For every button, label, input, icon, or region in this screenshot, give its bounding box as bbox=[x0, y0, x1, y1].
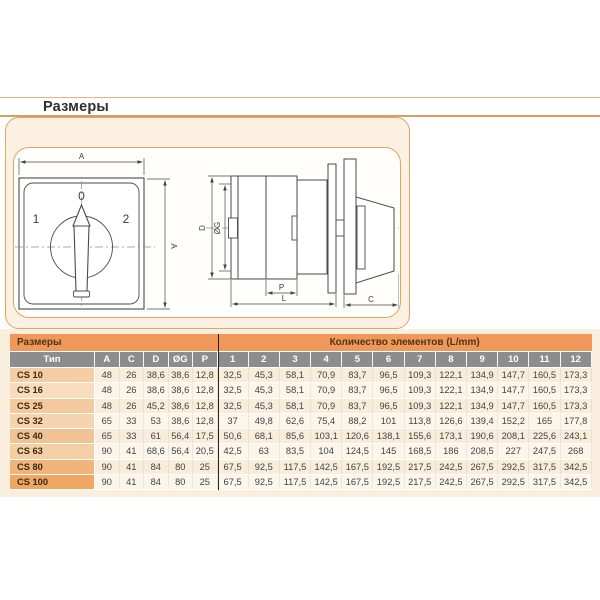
dim-label-a-right: A bbox=[169, 243, 178, 249]
value-cell: 45,3 bbox=[249, 368, 280, 383]
value-cell: 134,9 bbox=[467, 383, 498, 398]
value-cell: 165 bbox=[529, 414, 560, 429]
value-cell: 96,5 bbox=[373, 368, 404, 383]
value-cell: 122,1 bbox=[436, 383, 467, 398]
value-cell: 84 bbox=[144, 475, 169, 490]
value-cell: 101 bbox=[373, 414, 404, 429]
front-view-position-1: 1 bbox=[32, 212, 40, 226]
value-cell: 292,5 bbox=[498, 475, 529, 490]
dim-label-d: D bbox=[198, 225, 207, 231]
value-cell: 26 bbox=[120, 368, 145, 383]
value-cell: 90 bbox=[95, 444, 120, 459]
dim-label-og: ØG bbox=[213, 221, 222, 235]
value-cell: 12,8 bbox=[193, 383, 218, 398]
value-cell: 56,4 bbox=[169, 444, 194, 459]
dim-label-l: L bbox=[281, 294, 287, 303]
drawing-canvas bbox=[13, 147, 401, 318]
value-cell: 49,8 bbox=[249, 414, 280, 429]
value-cell: 80 bbox=[169, 460, 194, 475]
value-cell: 208,1 bbox=[498, 429, 529, 444]
value-cell: 62,6 bbox=[280, 414, 311, 429]
value-cell: 268 bbox=[561, 444, 592, 459]
value-cell: 88,2 bbox=[342, 414, 373, 429]
value-cell: 25 bbox=[193, 460, 218, 475]
value-cell: 92,5 bbox=[249, 460, 280, 475]
value-cell: 145 bbox=[373, 444, 404, 459]
value-cell: 167,5 bbox=[342, 460, 373, 475]
value-cell: 142,5 bbox=[311, 475, 342, 490]
column-header: 8 bbox=[436, 352, 467, 368]
value-cell: 83,7 bbox=[342, 368, 373, 383]
page-title: Размеры bbox=[43, 99, 109, 115]
value-cell: 173,3 bbox=[561, 399, 592, 414]
value-cell: 48 bbox=[95, 368, 120, 383]
dim-label-a-top: A bbox=[78, 152, 85, 161]
value-cell: 173,3 bbox=[561, 368, 592, 383]
value-cell: 26 bbox=[120, 399, 145, 414]
column-header: 3 bbox=[280, 352, 311, 368]
value-cell: 17,5 bbox=[193, 429, 218, 444]
value-cell: 38,6 bbox=[144, 383, 169, 398]
value-cell: 70,9 bbox=[311, 383, 342, 398]
value-cell: 152,2 bbox=[498, 414, 529, 429]
value-cell: 109,3 bbox=[405, 399, 436, 414]
value-cell: 75,4 bbox=[311, 414, 342, 429]
value-cell: 126,6 bbox=[436, 414, 467, 429]
column-header: 2 bbox=[249, 352, 280, 368]
value-cell: 83,7 bbox=[342, 399, 373, 414]
column-header: 11 bbox=[529, 352, 560, 368]
value-cell: 317,5 bbox=[529, 475, 560, 490]
value-cell: 67,5 bbox=[218, 460, 249, 475]
value-cell: 80 bbox=[169, 475, 194, 490]
side-view-drawing bbox=[206, 159, 399, 308]
value-cell: 292,5 bbox=[498, 460, 529, 475]
value-cell: 190,6 bbox=[467, 429, 498, 444]
column-header: C bbox=[120, 352, 145, 368]
value-cell: 41 bbox=[120, 475, 145, 490]
value-cell: 90 bbox=[95, 460, 120, 475]
value-cell: 134,9 bbox=[467, 399, 498, 414]
value-cell: 84 bbox=[144, 460, 169, 475]
value-cell: 168,5 bbox=[405, 444, 436, 459]
type-cell: CS 63 bbox=[10, 444, 95, 459]
group-header-dimensions: Размеры bbox=[10, 334, 218, 352]
value-cell: 134,9 bbox=[467, 368, 498, 383]
value-cell: 38,6 bbox=[144, 368, 169, 383]
value-cell: 122,1 bbox=[436, 368, 467, 383]
value-cell: 186 bbox=[436, 444, 467, 459]
front-view-position-2: 2 bbox=[122, 212, 130, 226]
type-cell: CS 40 bbox=[10, 429, 95, 444]
value-cell: 208,5 bbox=[467, 444, 498, 459]
value-cell: 117,5 bbox=[280, 460, 311, 475]
value-cell: 25 bbox=[193, 475, 218, 490]
value-cell: 124,5 bbox=[342, 444, 373, 459]
value-cell: 65 bbox=[95, 429, 120, 444]
column-header: D bbox=[144, 352, 169, 368]
value-cell: 267,5 bbox=[467, 475, 498, 490]
value-cell: 142,5 bbox=[311, 460, 342, 475]
value-cell: 138,1 bbox=[373, 429, 404, 444]
value-cell: 147,7 bbox=[498, 368, 529, 383]
column-header: 5 bbox=[342, 352, 373, 368]
value-cell: 33 bbox=[120, 414, 145, 429]
technical-drawing bbox=[14, 148, 399, 316]
value-cell: 227 bbox=[498, 444, 529, 459]
value-cell: 67,5 bbox=[218, 475, 249, 490]
column-header: 7 bbox=[405, 352, 436, 368]
column-header: ØG bbox=[169, 352, 194, 368]
value-cell: 103,1 bbox=[311, 429, 342, 444]
value-cell: 155,6 bbox=[405, 429, 436, 444]
value-cell: 109,3 bbox=[405, 368, 436, 383]
value-cell: 147,7 bbox=[498, 399, 529, 414]
dimensions-table bbox=[10, 334, 592, 490]
value-cell: 192,5 bbox=[373, 460, 404, 475]
value-cell: 38,6 bbox=[169, 414, 194, 429]
value-cell: 160,5 bbox=[529, 383, 560, 398]
value-cell: 48 bbox=[95, 399, 120, 414]
value-cell: 173,3 bbox=[561, 383, 592, 398]
value-cell: 167,5 bbox=[342, 475, 373, 490]
column-header: 1 bbox=[218, 352, 249, 368]
value-cell: 45,3 bbox=[249, 383, 280, 398]
type-cell: CS 32 bbox=[10, 414, 95, 429]
column-header: A bbox=[95, 352, 120, 368]
value-cell: 177,8 bbox=[561, 414, 592, 429]
column-header: 9 bbox=[467, 352, 498, 368]
value-cell: 173,1 bbox=[436, 429, 467, 444]
value-cell: 12,8 bbox=[193, 399, 218, 414]
value-cell: 117,5 bbox=[280, 475, 311, 490]
value-cell: 160,5 bbox=[529, 368, 560, 383]
value-cell: 147,7 bbox=[498, 383, 529, 398]
value-cell: 217,5 bbox=[405, 460, 436, 475]
value-cell: 26 bbox=[120, 383, 145, 398]
value-cell: 342,5 bbox=[561, 460, 592, 475]
value-cell: 68,6 bbox=[144, 444, 169, 459]
column-header: 12 bbox=[561, 352, 592, 368]
front-view-drawing bbox=[15, 158, 170, 309]
value-cell: 243,1 bbox=[561, 429, 592, 444]
value-cell: 37 bbox=[218, 414, 249, 429]
value-cell: 217,5 bbox=[405, 475, 436, 490]
value-cell: 225,6 bbox=[529, 429, 560, 444]
value-cell: 104 bbox=[311, 444, 342, 459]
value-cell: 70,9 bbox=[311, 399, 342, 414]
value-cell: 63 bbox=[249, 444, 280, 459]
value-cell: 90 bbox=[95, 475, 120, 490]
value-cell: 33 bbox=[120, 429, 145, 444]
value-cell: 38,6 bbox=[169, 368, 194, 383]
value-cell: 139,4 bbox=[467, 414, 498, 429]
value-cell: 41 bbox=[120, 444, 145, 459]
value-cell: 41 bbox=[120, 460, 145, 475]
value-cell: 85,6 bbox=[280, 429, 311, 444]
value-cell: 96,5 bbox=[373, 383, 404, 398]
title-rule-top bbox=[0, 97, 600, 98]
value-cell: 53 bbox=[144, 414, 169, 429]
value-cell: 267,5 bbox=[467, 460, 498, 475]
value-cell: 120,6 bbox=[342, 429, 373, 444]
value-cell: 58,1 bbox=[280, 399, 311, 414]
value-cell: 317,5 bbox=[529, 460, 560, 475]
value-cell: 109,3 bbox=[405, 383, 436, 398]
front-view-position-0: 0 bbox=[78, 189, 85, 203]
value-cell: 70,9 bbox=[311, 368, 342, 383]
column-header: 10 bbox=[498, 352, 529, 368]
value-cell: 83,5 bbox=[280, 444, 311, 459]
value-cell: 45,2 bbox=[144, 399, 169, 414]
type-cell: CS 16 bbox=[10, 383, 95, 398]
value-cell: 12,8 bbox=[193, 414, 218, 429]
value-cell: 92,5 bbox=[249, 475, 280, 490]
type-cell: CS 10 bbox=[10, 368, 95, 383]
value-cell: 192,5 bbox=[373, 475, 404, 490]
value-cell: 242,5 bbox=[436, 460, 467, 475]
column-header: Тип bbox=[10, 352, 95, 368]
value-cell: 342,5 bbox=[561, 475, 592, 490]
value-cell: 247,5 bbox=[529, 444, 560, 459]
value-cell: 12,8 bbox=[193, 368, 218, 383]
value-cell: 45,3 bbox=[249, 399, 280, 414]
type-cell: CS 80 bbox=[10, 460, 95, 475]
type-cell: CS 25 bbox=[10, 399, 95, 414]
value-cell: 20,5 bbox=[193, 444, 218, 459]
value-cell: 38,6 bbox=[169, 383, 194, 398]
dimensions-drawing-panel bbox=[5, 117, 410, 329]
value-cell: 56,4 bbox=[169, 429, 194, 444]
column-header: P bbox=[193, 352, 218, 368]
value-cell: 113,8 bbox=[405, 414, 436, 429]
value-cell: 32,5 bbox=[218, 368, 249, 383]
value-cell: 83,7 bbox=[342, 383, 373, 398]
value-cell: 160,5 bbox=[529, 399, 560, 414]
column-header: 6 bbox=[373, 352, 404, 368]
value-cell: 65 bbox=[95, 414, 120, 429]
value-cell: 48 bbox=[95, 383, 120, 398]
value-cell: 38,6 bbox=[169, 399, 194, 414]
table-separator-line bbox=[218, 334, 220, 490]
dim-label-p: P bbox=[278, 283, 285, 292]
type-cell: CS 100 bbox=[10, 475, 95, 490]
value-cell: 61 bbox=[144, 429, 169, 444]
value-cell: 32,5 bbox=[218, 383, 249, 398]
value-cell: 68,1 bbox=[249, 429, 280, 444]
value-cell: 58,1 bbox=[280, 383, 311, 398]
value-cell: 42,5 bbox=[218, 444, 249, 459]
group-header-element-count: Количество элементов (L/mm) bbox=[218, 334, 592, 352]
column-header: 4 bbox=[311, 352, 342, 368]
value-cell: 50,6 bbox=[218, 429, 249, 444]
value-cell: 58,1 bbox=[280, 368, 311, 383]
value-cell: 122,1 bbox=[436, 399, 467, 414]
value-cell: 96,5 bbox=[373, 399, 404, 414]
dim-label-c: C bbox=[368, 295, 374, 304]
value-cell: 32,5 bbox=[218, 399, 249, 414]
value-cell: 242,5 bbox=[436, 475, 467, 490]
